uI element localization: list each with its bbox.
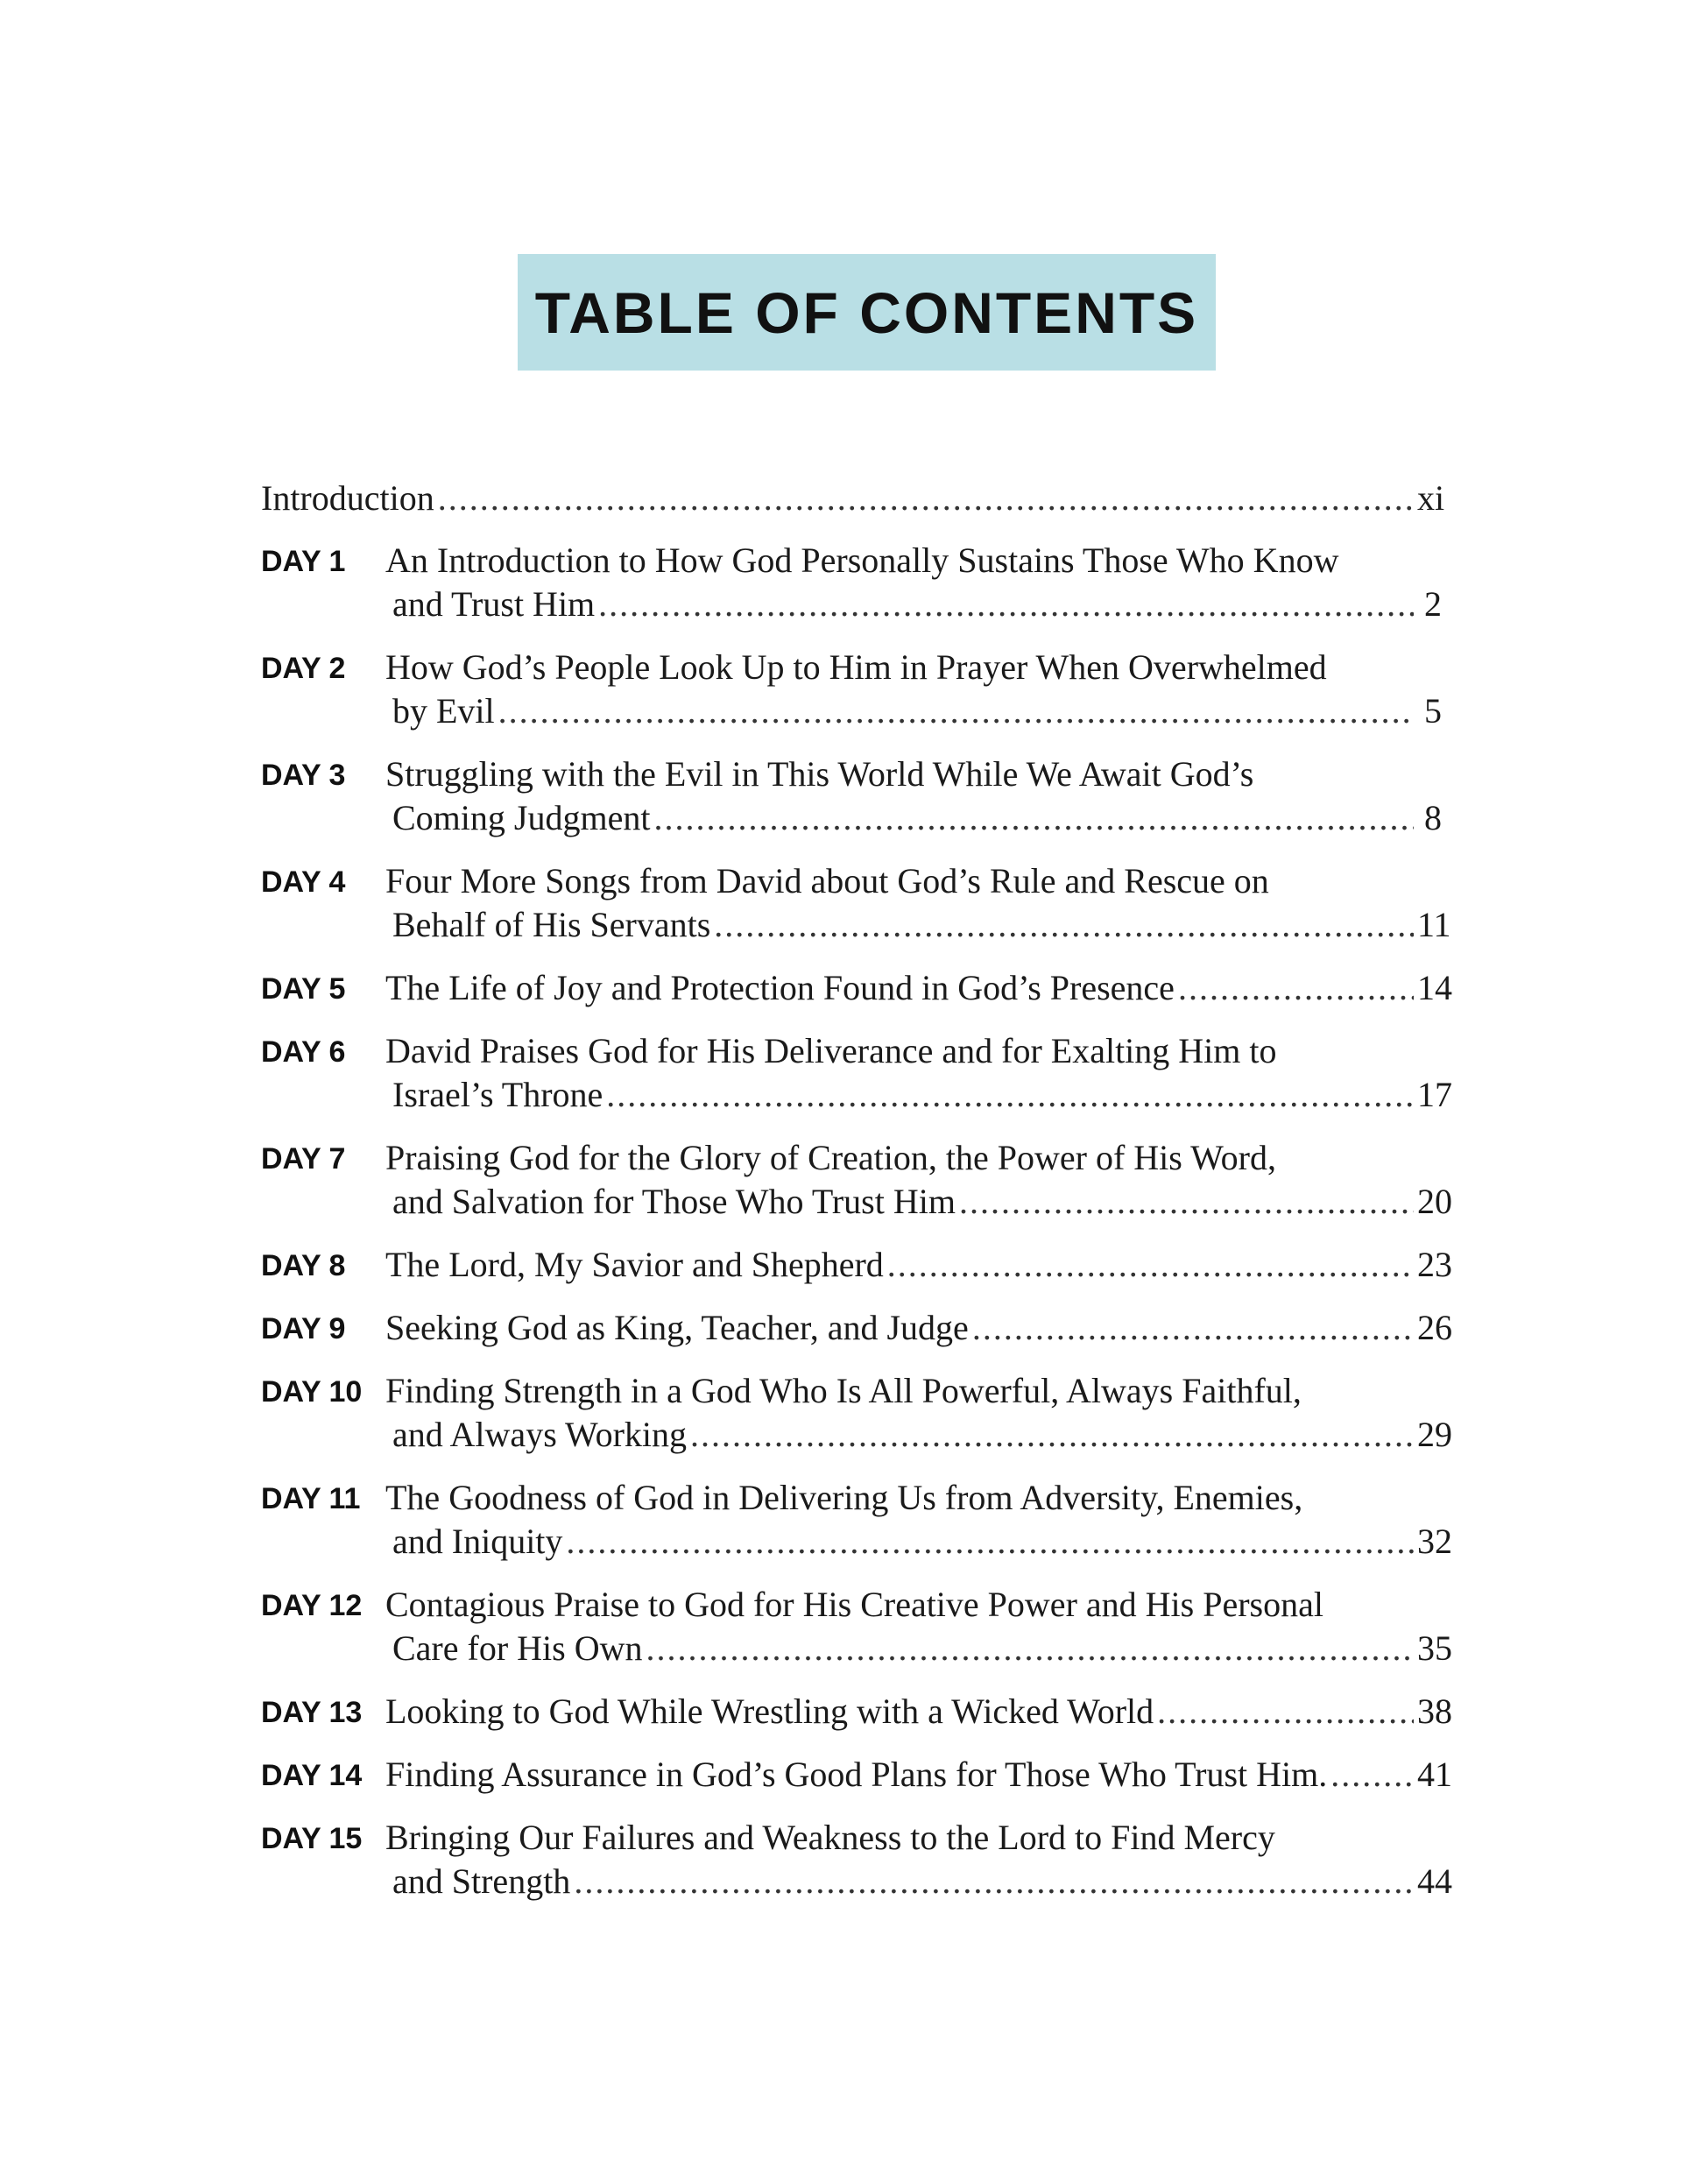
dot-leader — [646, 1627, 1415, 1670]
page-number: 2 — [1424, 584, 1442, 624]
dot-leader — [606, 1073, 1414, 1117]
dot-leader — [566, 1520, 1414, 1564]
entry-title: Struggling with the Evil in This World While We Await God’s — [385, 754, 1254, 794]
dot-leader — [598, 583, 1414, 626]
toc-entry-day-10[interactable] — [261, 1369, 1452, 1476]
dot-leader — [1157, 1690, 1414, 1734]
entry-title: Finding Assurance in God’s Good Plans for Those Who Trust Him. — [385, 1755, 1328, 1794]
toc-entry-day-5[interactable] — [261, 966, 1452, 1029]
entry-title-continued: by Evil — [392, 691, 495, 731]
entry-title-continued: Behalf of His Servants — [392, 905, 711, 944]
toc-entry-day-9[interactable] — [261, 1306, 1452, 1369]
page-number: 38 — [1417, 1691, 1452, 1731]
page-number: 35 — [1417, 1628, 1452, 1668]
entry-title-continued: Israel’s Throne — [392, 1075, 603, 1114]
dot-leader — [887, 1243, 1414, 1287]
toc-entry-day-3[interactable] — [261, 752, 1442, 859]
entry-title: The Goodness of God in Delivering Us from Adversity, Enemies, — [385, 1478, 1303, 1517]
entry-title: Finding Strength in a God Who Is All Powerful, Always Faithful, — [385, 1371, 1302, 1410]
toc-entry-day-12[interactable] — [261, 1583, 1452, 1690]
page-number: 41 — [1417, 1755, 1452, 1794]
toc-entry-day-8[interactable] — [261, 1243, 1452, 1306]
dot-leader — [438, 477, 1414, 519]
day-label: DAY 13 — [261, 1696, 363, 1729]
day-label: DAY 3 — [261, 759, 346, 792]
day-label: DAY 6 — [261, 1035, 346, 1069]
toc-list — [261, 477, 1452, 1923]
dot-leader — [959, 1180, 1414, 1224]
entry-title-continued: and Salvation for Those Who Trust Him — [392, 1182, 956, 1221]
page-number: 20 — [1417, 1182, 1452, 1221]
toc-entry-day-11[interactable] — [261, 1476, 1452, 1583]
toc-entry-day-2[interactable] — [261, 646, 1442, 752]
dot-leader — [653, 796, 1414, 840]
entry-title: The Lord, My Savior and Shepherd — [385, 1245, 884, 1284]
toc-entry-day-15[interactable] — [261, 1816, 1452, 1923]
entry-title-continued: and Iniquity — [392, 1522, 563, 1561]
page-number: 23 — [1417, 1245, 1452, 1284]
entry-title: How God’s People Look Up to Him in Prayer When Overwhelmed — [385, 647, 1327, 687]
entry-title: Seeking God as King, Teacher, and Judge — [385, 1308, 969, 1347]
entry-title: David Praises God for His Deliverance and for Exalting Him to — [385, 1031, 1277, 1070]
entry-title: Introduction — [261, 478, 434, 518]
dot-leader — [574, 1860, 1414, 1903]
page-number: 14 — [1417, 968, 1452, 1007]
day-label: DAY 15 — [261, 1822, 363, 1855]
entry-title-continued: and Always Working — [392, 1415, 688, 1454]
day-label: DAY 11 — [261, 1482, 361, 1515]
day-label: DAY 8 — [261, 1249, 346, 1282]
day-label: DAY 1 — [261, 545, 346, 578]
entry-title: The Life of Joy and Protection Found in God’s Presence — [385, 968, 1175, 1007]
entry-title: Four More Songs from David about God’s Rule and Rescue on — [385, 861, 1269, 900]
dot-leader — [714, 903, 1414, 947]
dot-leader — [1178, 966, 1414, 1010]
entry-title-continued: and Strength — [392, 1861, 571, 1901]
toc-entry-introduction[interactable] — [261, 477, 1445, 539]
dot-leader — [1330, 1753, 1414, 1797]
entry-title: Bringing Our Failures and Weakness to the Lord to Find Mercy — [385, 1818, 1275, 1857]
page-number: 32 — [1417, 1522, 1452, 1561]
entry-title-continued: and Trust Him — [392, 584, 596, 624]
page-number: 29 — [1417, 1415, 1452, 1454]
toc-entry-day-13[interactable] — [261, 1690, 1452, 1753]
entry-title-continued: Coming Judgment — [392, 798, 651, 837]
day-label: DAY 7 — [261, 1142, 346, 1176]
page-number: 44 — [1417, 1861, 1452, 1901]
day-label: DAY 12 — [261, 1589, 363, 1622]
page-number: xi — [1417, 478, 1445, 518]
entry-title: Looking to God While Wrestling with a Wicked World — [385, 1691, 1154, 1731]
day-label: DAY 4 — [261, 865, 346, 899]
day-label: DAY 10 — [261, 1375, 363, 1409]
day-label: DAY 2 — [261, 652, 346, 685]
entry-title-continued: Care for His Own — [392, 1628, 643, 1668]
page-number: 17 — [1417, 1075, 1452, 1114]
page-number: 5 — [1424, 691, 1442, 731]
page-number: 11 — [1417, 905, 1451, 944]
toc-entry-day-6[interactable] — [261, 1029, 1452, 1136]
toc-entry-day-1[interactable] — [261, 539, 1442, 646]
entry-title: An Introduction to How God Personally Sustains Those Who Know — [385, 540, 1339, 580]
page-number: 8 — [1424, 798, 1442, 837]
title-banner — [518, 254, 1216, 371]
page-number: 26 — [1417, 1308, 1452, 1347]
toc-entry-day-14[interactable] — [261, 1753, 1452, 1816]
day-label: DAY 9 — [261, 1312, 346, 1345]
entry-title: Praising God for the Glory of Creation, the Power of His Word, — [385, 1138, 1276, 1177]
dot-leader — [972, 1306, 1414, 1350]
toc-entry-day-7[interactable] — [261, 1136, 1452, 1243]
dot-leader — [690, 1413, 1414, 1457]
entry-title: Contagious Praise to God for His Creative Power and His Personal — [385, 1585, 1323, 1624]
page-title: TABLE OF CONTENTS — [534, 279, 1199, 345]
day-label: DAY 14 — [261, 1759, 363, 1792]
toc-entry-day-4[interactable] — [261, 859, 1451, 966]
dot-leader — [498, 689, 1414, 733]
day-label: DAY 5 — [261, 972, 346, 1006]
